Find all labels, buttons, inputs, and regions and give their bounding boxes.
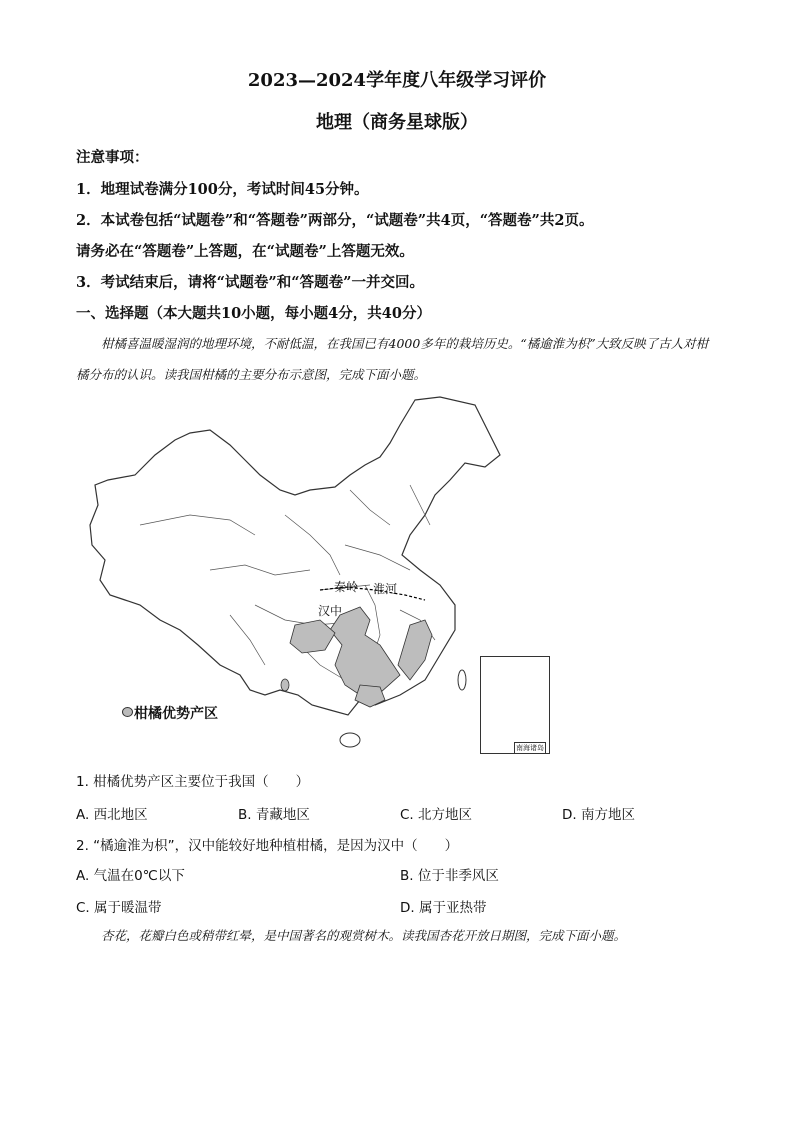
exam-subtitle: 地理（商务星球版） <box>316 112 478 133</box>
china-outline <box>90 397 500 715</box>
note-item-2-cont: 请务必在“答题卷”上答题，在“试题卷”上答题无效。 <box>76 243 414 260</box>
legend-swatch-icon <box>122 707 133 717</box>
q1-option-c: C. 北方地区 <box>400 807 473 823</box>
question-1-stem: 1. 柑橘优势产区主要位于我国（ ） <box>76 774 310 790</box>
label-qinling: 秦岭 <box>334 580 359 594</box>
note-item-3: 3．考试结束后，请将“试题卷”和“答题卷”一并交回。 <box>76 274 424 291</box>
section1-heading: 一、选择题（本大题共10小题，每小题4分，共40分） <box>76 305 431 322</box>
q2-option-b: B. 位于非季风区 <box>400 868 499 884</box>
citrus-area-south <box>355 685 385 707</box>
label-huaihe: 淮河 <box>373 582 398 596</box>
q2-option-c: C. 属于暖温带 <box>76 900 162 916</box>
inset-label: 南海诸岛 <box>516 744 544 752</box>
question-2-stem: 2. “橘逾淮为枳”，汉中能较好地种植柑橘，是因为汉中（ ） <box>76 838 459 854</box>
hainan-island <box>340 733 360 747</box>
q2-option-d: D. 属于亚热带 <box>400 900 487 916</box>
note-item-1: 1．地理试卷满分100分，考试时间45分钟。 <box>76 181 369 198</box>
notes-heading: 注意事项： <box>76 149 149 166</box>
map-legend: 柑橘优势产区 <box>134 706 218 722</box>
label-hanzhong: 汉中 <box>318 604 343 618</box>
q2-option-a: A. 气温在0℃以下 <box>76 868 185 884</box>
note-item-2: 2．本试卷包括“试题卷”和“答题卷”两部分，“试题卷”共4页，“答题卷”共2页。 <box>76 212 594 229</box>
section2-intro: 杏花，花瓣白色或稍带红晕，是中国著名的观赏树木。读我国杏花开放日期图，完成下面小题。 <box>101 928 627 943</box>
exam-title: 2023—2024学年度八年级学习评价 <box>247 70 547 91</box>
q1-option-a: A. 西北地区 <box>76 807 148 823</box>
section1-intro: 柑橘喜温暖湿润的地理环境，不耐低温，在我国已有4000多年的栽培历史。“橘逾淮为枳”大致反映了古人对柑橘分布的认识。读我国柑橘的主要分布示意图，完成下面小题。 <box>76 336 709 382</box>
q1-option-b: B. 青藏地区 <box>238 807 310 823</box>
south-china-sea-inset <box>480 656 550 754</box>
q1-option-d: D. 南方地区 <box>562 807 635 823</box>
taiwan-island <box>458 670 466 690</box>
